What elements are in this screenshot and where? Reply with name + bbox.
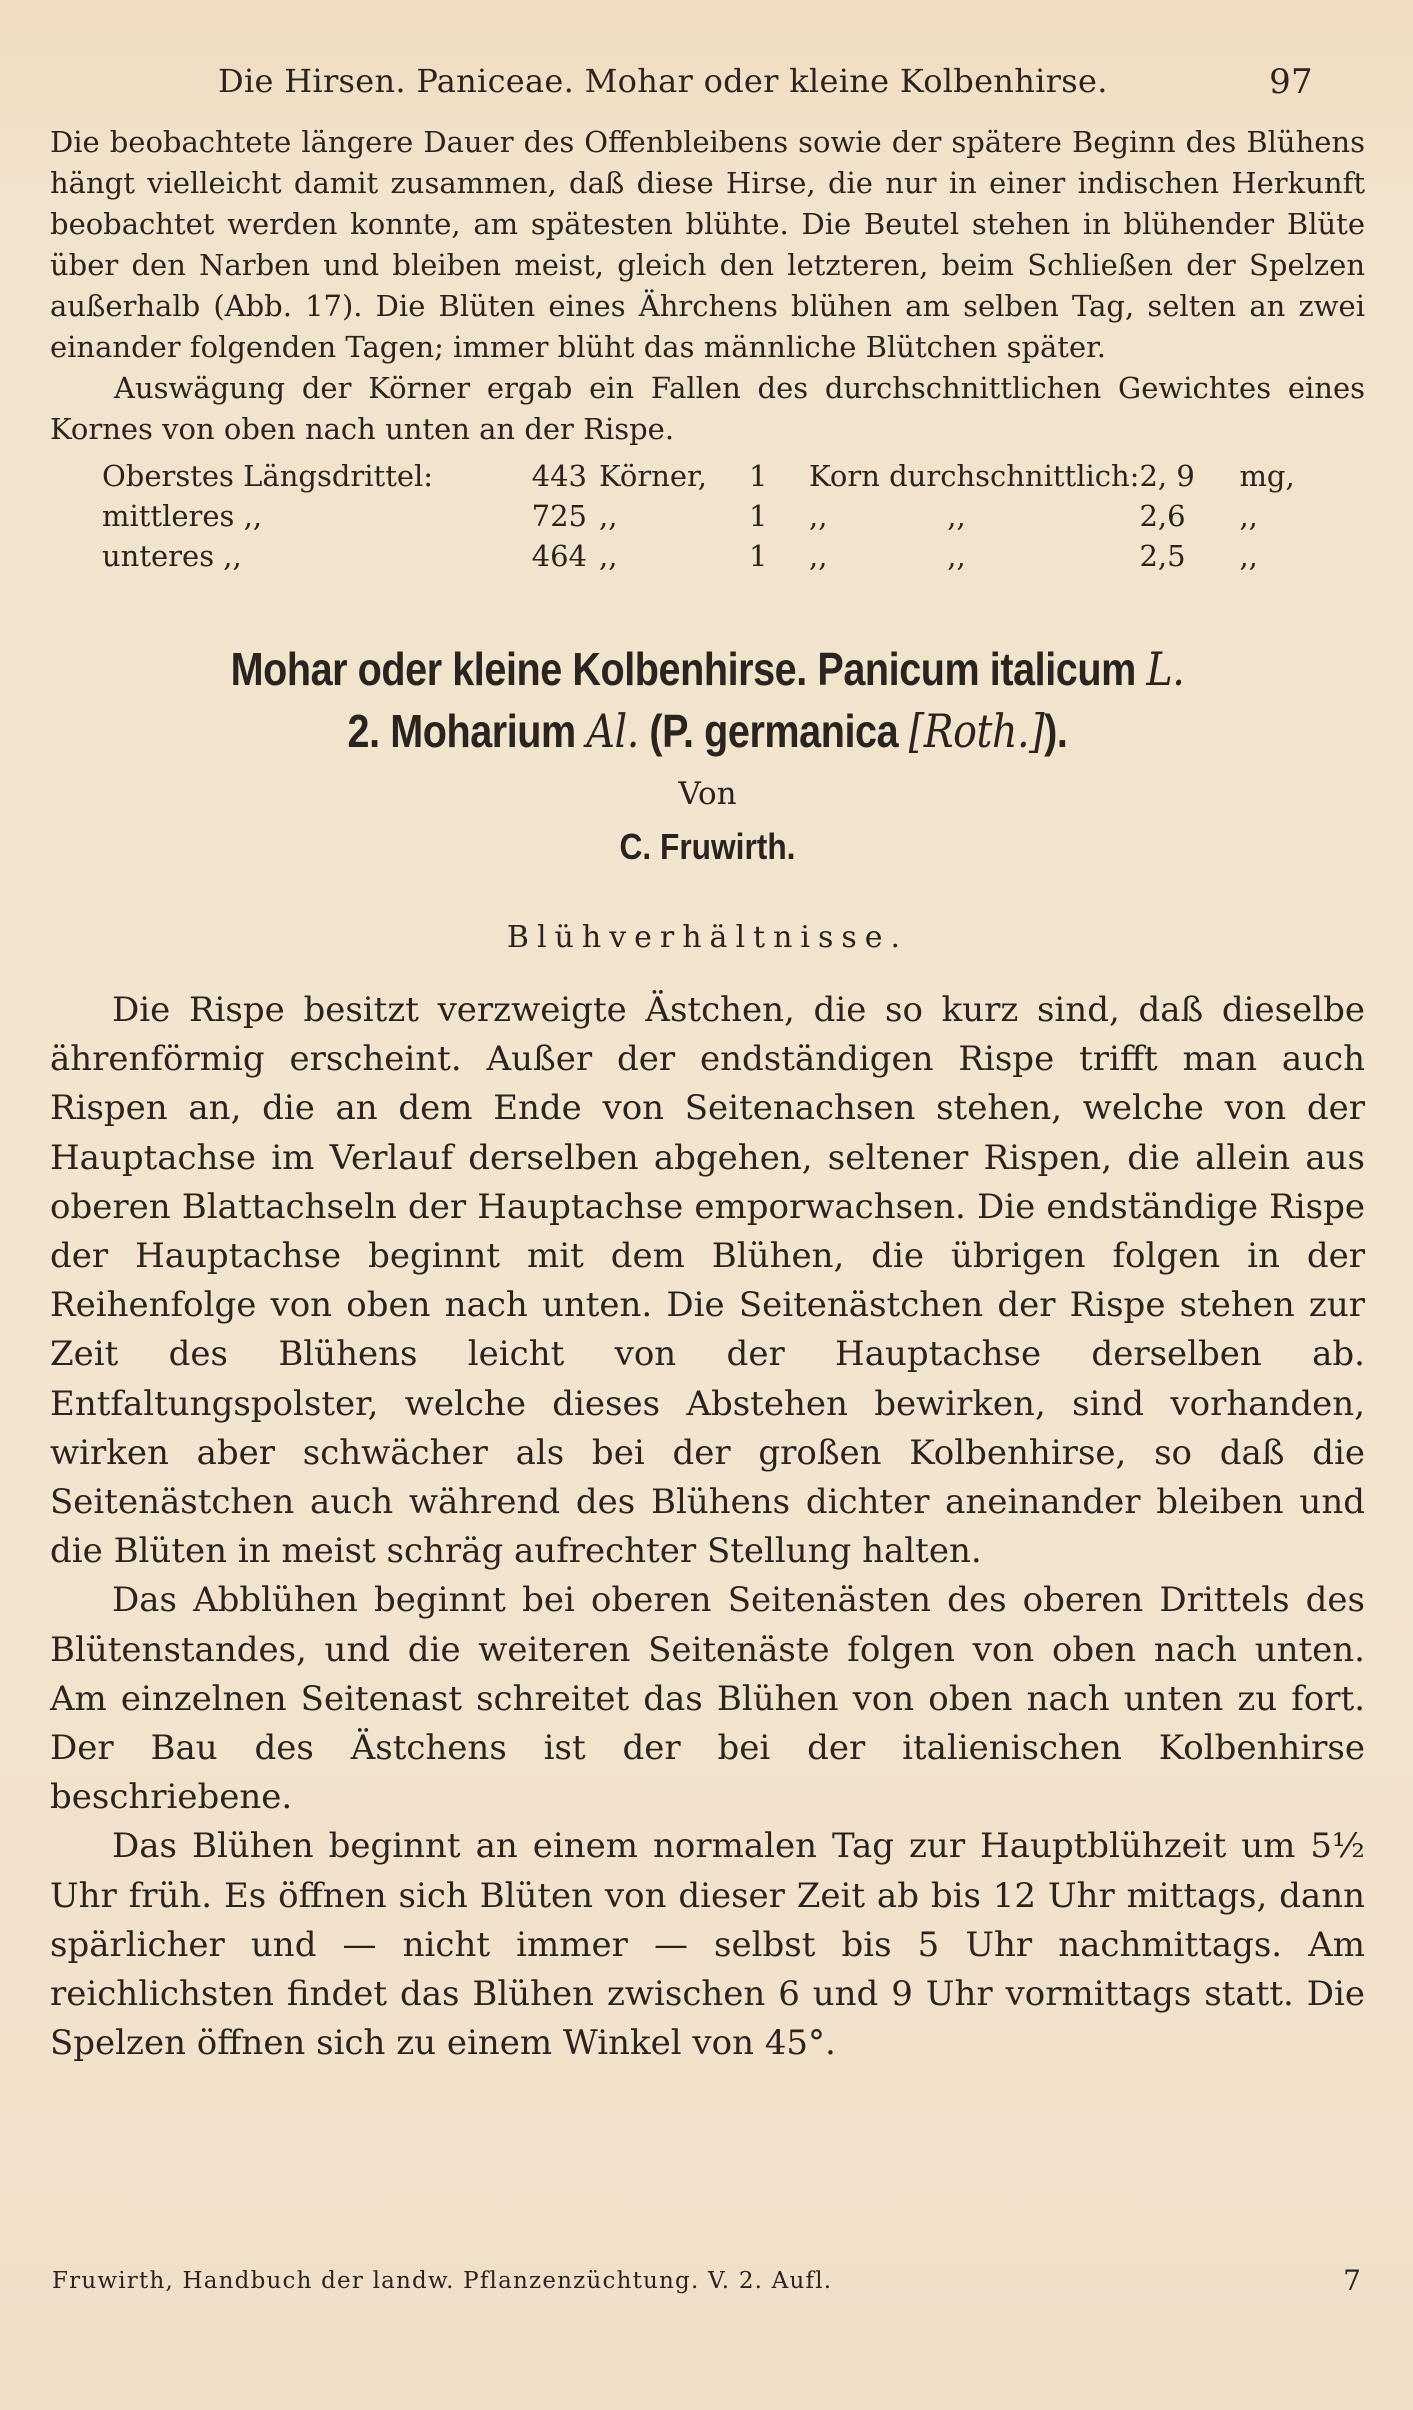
body-paragraph-1: Die Rispe besitzt verzweigte Ästchen, die so kurz sind, daß dieselbe ährenförmig erscheint. Außer der endständigen Rispe trifft man auch Rispen an, die an dem Ende von Seitenachsen stehen, welche von der Hauptachse im Verlauf derselben abgehen, seltener Rispen, die allein aus oberen Blattachseln der Hauptachse emporwachsen. Die endständige Rispe der Hauptachse beginnt mit dem Blühen, die übrigen folgen in der Reihenfolge von oben nach unten. Die Seitenästchen der Rispe stehen zur Zeit des Blühens leicht von der Hauptachse derselben ab. Entfaltungspolster, welche dieses Abstehen bewirken, sind vorhanden, wirken aber schwächer als bei der großen Kolbenhirse, so daß die Seitenästchen auch während des Blühens dichter aneinander bleiben und die Blüten in meist schräg aufrechter Stellung halten. bbox=[50, 990, 1365, 1572]
table-row: unteres ,, 464 ,, 1 ,, ,, 2,5 ,, bbox=[102, 539, 1258, 573]
table-row: mittleres ,, 725 ,, 1 ,, ,, 2,6 ,, bbox=[102, 499, 1258, 533]
article-title-line-1: Mohar oder kleine Kolbenhirse. Panicum italicum L. bbox=[230, 642, 1185, 696]
body-paragraph-2: Das Abblühen beginnt bei oberen Seitenästen des oberen Drittels des Blütenstandes, und die weiteren Seitenäste folgen von oben nach unten. Am einzelnen Seitenast schreitet das Blühen von oben nach unten zu fort. Der Bau des Ästchens ist der bei der italienischen Kolbenhirse beschriebene. bbox=[50, 1580, 1365, 1818]
article-title-line-2: 2. Moharium Al. (P. germanica [Roth.]). bbox=[347, 704, 1068, 758]
author-name: C. Fruwirth. bbox=[619, 826, 796, 867]
grain-weight-table bbox=[102, 456, 1319, 576]
running-head bbox=[50, 62, 1365, 122]
page-number: 97 bbox=[1269, 62, 1313, 102]
footer-citation: Fruwirth, Handbuch der landw. Pflanzenzüchtung. V. 2. Aufl. bbox=[52, 2268, 833, 2294]
signature-mark: 7 bbox=[1343, 2264, 1361, 2297]
body-paragraph-3: Das Blühen beginnt an einem normalen Tag zur Hauptblühzeit um 5½ Uhr früh. Es öffnen sich Blüten von dieser Zeit ab bis 12 Uhr mittags, dann spärlicher und — nicht immer — selbst bis 5 Uhr nachmittags. Am reichlichsten findet das Blühen zwischen 6 und 9 Uhr vormittags statt. Die Spelzen öffnen sich zu einem Winkel von 45°. bbox=[50, 1826, 1365, 2064]
page-footer bbox=[52, 2264, 1361, 2297]
byline-von: Von bbox=[678, 776, 737, 812]
section-heading: Blühverhältnisse. bbox=[506, 920, 909, 955]
intro-paragraph-2: Auswägung der Körner ergab ein Fallen des durchschnittlichen Gewichtes eines Kornes von oben nach unten an der Rispe. bbox=[50, 371, 1365, 446]
running-title: Die Hirsen. Paniceae. Mohar oder kleine Kolbenhirse. bbox=[218, 62, 1108, 100]
intro-paragraph-1: Die beobachtete längere Dauer des Offenbleibens sowie der spätere Beginn des Blühens hängt vielleicht damit zusammen, daß diese Hirse, die nur in einer indischen Herkunft beobachtet werden konnte, am spätesten blühte. Die Beutel stehen in blühender Blüte über den Narben und bleiben meist, gleich den letzteren, beim Schließen der Spelzen außerhalb (Abb. 17). Die Blüten eines Ährchens blühen am selben Tag, selten an zwei einander folgenden Tagen; immer blüht das männliche Blütchen später. bbox=[50, 125, 1365, 364]
table-row: Oberstes Längsdrittel: 443 Körner, 1 Korn durchschnittlich: 2, 9 mg, bbox=[102, 459, 1295, 493]
